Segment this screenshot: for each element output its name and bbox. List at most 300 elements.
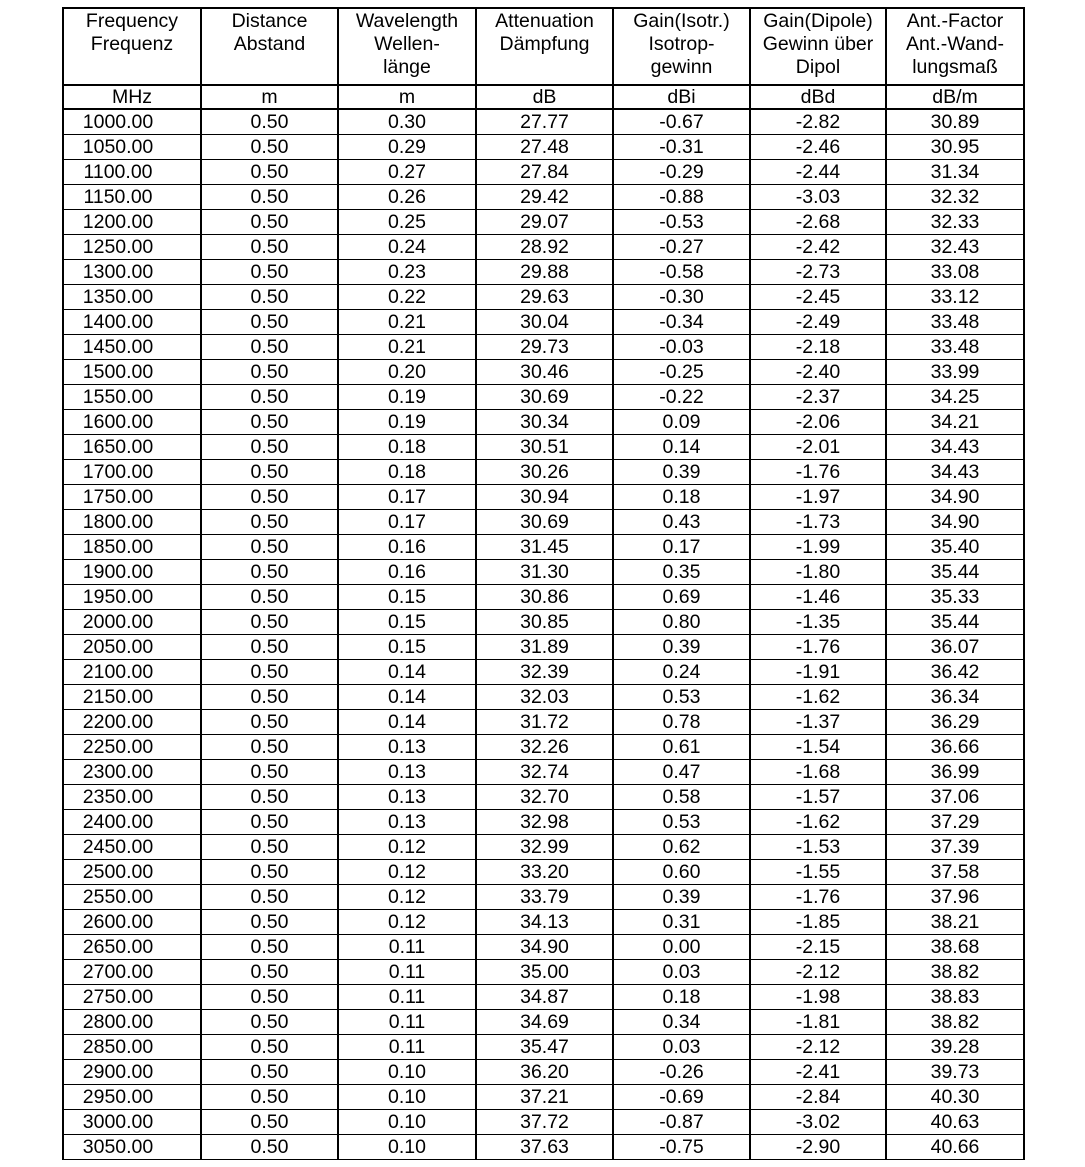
antenna-factor-cell: 33.48 (886, 335, 1024, 360)
header-attenuation: Attenuation (476, 8, 613, 33)
antenna-factor-cell: 36.99 (886, 760, 1024, 785)
wavelength-cell: 0.16 (338, 560, 476, 585)
gain-isotropic-cell: -0.25 (613, 360, 750, 385)
distance-cell: 0.50 (201, 1010, 338, 1035)
gain-isotropic-cell: -0.22 (613, 385, 750, 410)
attenuation-cell: 32.98 (476, 810, 613, 835)
frequency-cell: 2450.00 (63, 835, 201, 860)
attenuation-cell: 37.72 (476, 1110, 613, 1135)
frequency-cell: 1350.00 (63, 285, 201, 310)
antenna-factor-cell: 36.29 (886, 710, 1024, 735)
table-row (63, 285, 1024, 310)
table-row (63, 460, 1024, 485)
table-row (63, 1085, 1024, 1110)
gain-dipole-cell: -1.73 (750, 510, 886, 535)
table-row (63, 210, 1024, 235)
gain-isotropic-cell: 0.69 (613, 585, 750, 610)
antenna-factor-cell: 35.44 (886, 560, 1024, 585)
table-row (63, 860, 1024, 885)
wavelength-cell: 0.26 (338, 185, 476, 210)
antenna-factor-cell: 35.40 (886, 535, 1024, 560)
attenuation-cell: 37.63 (476, 1135, 613, 1160)
table-row (63, 485, 1024, 510)
header-de-line: Dipol (795, 56, 841, 78)
wavelength-cell: 0.11 (338, 960, 476, 985)
gain-dipole-cell: -2.45 (750, 285, 886, 310)
wavelength-cell: 0.12 (338, 910, 476, 935)
table-row (63, 1135, 1024, 1160)
table-row (63, 310, 1024, 335)
table-row (63, 535, 1024, 560)
table-row (63, 710, 1024, 735)
frequency-cell: 2950.00 (63, 1085, 201, 1110)
table-row (63, 135, 1024, 160)
table-body (63, 8, 1024, 1160)
header-de-line: Isotrop- (648, 33, 715, 55)
header-antenna-factor: Ant.-Factor (886, 8, 1024, 33)
attenuation-cell: 35.00 (476, 960, 613, 985)
unit-gain-dipole: dBd (750, 85, 886, 109)
wavelength-cell: 0.15 (338, 635, 476, 660)
frequency-cell: 1050.00 (63, 135, 201, 160)
header-de-abstand (201, 33, 338, 85)
gain-dipole-cell: -1.81 (750, 1010, 886, 1035)
attenuation-cell: 32.26 (476, 735, 613, 760)
gain-isotropic-cell: 0.24 (613, 660, 750, 685)
wavelength-cell: 0.13 (338, 760, 476, 785)
frequency-cell: 2800.00 (63, 1010, 201, 1035)
frequency-cell: 2350.00 (63, 785, 201, 810)
attenuation-cell: 35.47 (476, 1035, 613, 1060)
antenna-factor-cell: 34.90 (886, 485, 1024, 510)
gain-isotropic-cell: 0.09 (613, 410, 750, 435)
distance-cell: 0.50 (201, 260, 338, 285)
header-de-line: Dämpfung (499, 33, 590, 55)
header-de-antennen-wandlungsmass (886, 33, 1024, 85)
gain-dipole-cell: -1.62 (750, 685, 886, 710)
attenuation-cell: 30.04 (476, 310, 613, 335)
distance-cell: 0.50 (201, 810, 338, 835)
frequency-cell: 1950.00 (63, 585, 201, 610)
table-row (63, 885, 1024, 910)
attenuation-cell: 34.69 (476, 1010, 613, 1035)
frequency-cell: 1700.00 (63, 460, 201, 485)
wavelength-cell: 0.19 (338, 385, 476, 410)
gain-isotropic-cell: 0.78 (613, 710, 750, 735)
frequency-cell: 3050.00 (63, 1135, 201, 1160)
wavelength-cell: 0.15 (338, 610, 476, 635)
distance-cell: 0.50 (201, 435, 338, 460)
wavelength-cell: 0.14 (338, 685, 476, 710)
antenna-factor-cell: 32.32 (886, 185, 1024, 210)
antenna-factor-cell: 40.30 (886, 1085, 1024, 1110)
frequency-cell: 2250.00 (63, 735, 201, 760)
wavelength-cell: 0.18 (338, 460, 476, 485)
gain-dipole-cell: -1.53 (750, 835, 886, 860)
table-row (63, 410, 1024, 435)
frequency-cell: 1300.00 (63, 260, 201, 285)
distance-cell: 0.50 (201, 385, 338, 410)
header-de-line: Gewinn über (762, 33, 874, 55)
header-de-gewinn-ueber-dipol (750, 33, 886, 85)
wavelength-cell: 0.23 (338, 260, 476, 285)
header-de-line: gewinn (650, 56, 713, 78)
antenna-factor-cell: 34.90 (886, 510, 1024, 535)
gain-isotropic-cell: 0.62 (613, 835, 750, 860)
gain-isotropic-cell: 0.18 (613, 485, 750, 510)
distance-cell: 0.50 (201, 285, 338, 310)
attenuation-cell: 32.03 (476, 685, 613, 710)
antenna-factor-cell: 30.95 (886, 135, 1024, 160)
distance-cell: 0.50 (201, 1110, 338, 1135)
gain-dipole-cell: -2.01 (750, 435, 886, 460)
antenna-factor-cell: 35.33 (886, 585, 1024, 610)
gain-isotropic-cell: 0.53 (613, 810, 750, 835)
antenna-factor-cell: 37.06 (886, 785, 1024, 810)
wavelength-cell: 0.10 (338, 1135, 476, 1160)
gain-dipole-cell: -2.12 (750, 960, 886, 985)
gain-dipole-cell: -2.40 (750, 360, 886, 385)
distance-cell: 0.50 (201, 985, 338, 1010)
attenuation-cell: 28.92 (476, 235, 613, 260)
frequency-cell: 1800.00 (63, 510, 201, 535)
wavelength-cell: 0.13 (338, 810, 476, 835)
attenuation-cell: 31.45 (476, 535, 613, 560)
gain-dipole-cell: -1.55 (750, 860, 886, 885)
distance-cell: 0.50 (201, 460, 338, 485)
distance-cell: 0.50 (201, 135, 338, 160)
distance-cell: 0.50 (201, 210, 338, 235)
header-distance: Distance (201, 8, 338, 33)
table-row (63, 685, 1024, 710)
antenna-factor-cell: 36.34 (886, 685, 1024, 710)
table-row (63, 385, 1024, 410)
gain-isotropic-cell: -0.88 (613, 185, 750, 210)
attenuation-cell: 30.86 (476, 585, 613, 610)
header-row-english (63, 8, 1024, 33)
gain-isotropic-cell: -0.27 (613, 235, 750, 260)
distance-cell: 0.50 (201, 685, 338, 710)
attenuation-cell: 30.69 (476, 385, 613, 410)
frequency-cell: 1400.00 (63, 310, 201, 335)
antenna-factor-cell: 40.66 (886, 1135, 1024, 1160)
frequency-cell: 2850.00 (63, 1035, 201, 1060)
gain-isotropic-cell: -0.53 (613, 210, 750, 235)
header-row-german (63, 33, 1024, 85)
header-de-daempfung (476, 33, 613, 85)
distance-cell: 0.50 (201, 160, 338, 185)
attenuation-cell: 27.48 (476, 135, 613, 160)
antenna-factor-cell: 30.89 (886, 109, 1024, 135)
gain-dipole-cell: -1.98 (750, 985, 886, 1010)
table-row (63, 735, 1024, 760)
attenuation-cell: 30.46 (476, 360, 613, 385)
header-de-line: Ant.-Wand- (906, 33, 1004, 55)
gain-isotropic-cell: 0.60 (613, 860, 750, 885)
distance-cell: 0.50 (201, 885, 338, 910)
gain-isotropic-cell: -0.69 (613, 1085, 750, 1110)
distance-cell: 0.50 (201, 360, 338, 385)
gain-dipole-cell: -2.82 (750, 109, 886, 135)
wavelength-cell: 0.24 (338, 235, 476, 260)
frequency-cell: 1750.00 (63, 485, 201, 510)
wavelength-cell: 0.15 (338, 585, 476, 610)
attenuation-cell: 29.73 (476, 335, 613, 360)
header-de-isotropgewinn (613, 33, 750, 85)
table-row (63, 185, 1024, 210)
wavelength-cell: 0.10 (338, 1060, 476, 1085)
antenna-factor-cell: 34.43 (886, 435, 1024, 460)
gain-dipole-cell: -1.99 (750, 535, 886, 560)
gain-dipole-cell: -2.90 (750, 1135, 886, 1160)
distance-cell: 0.50 (201, 185, 338, 210)
gain-isotropic-cell: 0.17 (613, 535, 750, 560)
header-frequency: Frequency (63, 8, 201, 33)
frequency-cell: 2300.00 (63, 760, 201, 785)
attenuation-cell: 33.20 (476, 860, 613, 885)
table-row (63, 835, 1024, 860)
attenuation-cell: 30.51 (476, 435, 613, 460)
frequency-cell: 2750.00 (63, 985, 201, 1010)
antenna-factor-cell: 37.96 (886, 885, 1024, 910)
table-row (63, 910, 1024, 935)
distance-cell: 0.50 (201, 960, 338, 985)
gain-isotropic-cell: 0.43 (613, 510, 750, 535)
attenuation-cell: 34.90 (476, 935, 613, 960)
wavelength-cell: 0.11 (338, 985, 476, 1010)
wavelength-cell: 0.12 (338, 860, 476, 885)
header-gain-isotropic: Gain(Isotr.) (613, 8, 750, 33)
frequency-cell: 1900.00 (63, 560, 201, 585)
gain-isotropic-cell: 0.39 (613, 885, 750, 910)
gain-dipole-cell: -2.18 (750, 335, 886, 360)
distance-cell: 0.50 (201, 485, 338, 510)
distance-cell: 0.50 (201, 710, 338, 735)
antenna-factor-cell: 40.63 (886, 1110, 1024, 1135)
wavelength-cell: 0.11 (338, 1010, 476, 1035)
attenuation-cell: 34.13 (476, 910, 613, 935)
frequency-cell: 2900.00 (63, 1060, 201, 1085)
attenuation-cell: 30.34 (476, 410, 613, 435)
table-row (63, 260, 1024, 285)
gain-dipole-cell: -3.02 (750, 1110, 886, 1135)
antenna-factor-cell: 38.82 (886, 1010, 1024, 1035)
gain-dipole-cell: -2.42 (750, 235, 886, 260)
gain-dipole-cell: -1.68 (750, 760, 886, 785)
gain-isotropic-cell: 0.14 (613, 435, 750, 460)
attenuation-cell: 31.72 (476, 710, 613, 735)
distance-cell: 0.50 (201, 585, 338, 610)
gain-isotropic-cell: 0.61 (613, 735, 750, 760)
frequency-cell: 2700.00 (63, 960, 201, 985)
distance-cell: 0.50 (201, 335, 338, 360)
frequency-cell: 2600.00 (63, 910, 201, 935)
antenna-factor-cell: 34.43 (886, 460, 1024, 485)
gain-isotropic-cell: -0.31 (613, 135, 750, 160)
wavelength-cell: 0.29 (338, 135, 476, 160)
wavelength-cell: 0.13 (338, 735, 476, 760)
unit-antenna-factor: dB/m (886, 85, 1024, 109)
header-row-units (63, 85, 1024, 109)
antenna-factor-cell: 34.25 (886, 385, 1024, 410)
gain-isotropic-cell: 0.00 (613, 935, 750, 960)
distance-cell: 0.50 (201, 1035, 338, 1060)
antenna-factor-cell: 38.68 (886, 935, 1024, 960)
frequency-cell: 1000.00 (63, 109, 201, 135)
gain-isotropic-cell: -0.03 (613, 335, 750, 360)
gain-dipole-cell: -1.57 (750, 785, 886, 810)
gain-dipole-cell: -1.76 (750, 885, 886, 910)
gain-dipole-cell: -2.15 (750, 935, 886, 960)
gain-isotropic-cell: -0.34 (613, 310, 750, 335)
gain-isotropic-cell: -0.75 (613, 1135, 750, 1160)
wavelength-cell: 0.12 (338, 835, 476, 860)
frequency-cell: 2000.00 (63, 610, 201, 635)
attenuation-cell: 37.21 (476, 1085, 613, 1110)
antenna-factor-cell: 34.21 (886, 410, 1024, 435)
gain-dipole-cell: -1.62 (750, 810, 886, 835)
antenna-factor-cell: 38.83 (886, 985, 1024, 1010)
attenuation-cell: 27.77 (476, 109, 613, 135)
wavelength-cell: 0.11 (338, 1035, 476, 1060)
gain-dipole-cell: -2.44 (750, 160, 886, 185)
frequency-cell: 2500.00 (63, 860, 201, 885)
unit-frequency: MHz (63, 85, 201, 109)
gain-dipole-cell: -1.76 (750, 635, 886, 660)
gain-isotropic-cell: 0.39 (613, 635, 750, 660)
wavelength-cell: 0.30 (338, 109, 476, 135)
gain-dipole-cell: -1.91 (750, 660, 886, 685)
table-row (63, 435, 1024, 460)
gain-isotropic-cell: 0.53 (613, 685, 750, 710)
gain-dipole-cell: -2.49 (750, 310, 886, 335)
distance-cell: 0.50 (201, 235, 338, 260)
distance-cell: 0.50 (201, 1060, 338, 1085)
gain-isotropic-cell: -0.30 (613, 285, 750, 310)
distance-cell: 0.50 (201, 785, 338, 810)
frequency-cell: 1100.00 (63, 160, 201, 185)
wavelength-cell: 0.22 (338, 285, 476, 310)
wavelength-cell: 0.19 (338, 410, 476, 435)
distance-cell: 0.50 (201, 760, 338, 785)
gain-isotropic-cell: 0.80 (613, 610, 750, 635)
table-row (63, 335, 1024, 360)
distance-cell: 0.50 (201, 660, 338, 685)
attenuation-cell: 32.70 (476, 785, 613, 810)
distance-cell: 0.50 (201, 310, 338, 335)
wavelength-cell: 0.14 (338, 710, 476, 735)
table-row (63, 1110, 1024, 1135)
gain-dipole-cell: -1.46 (750, 585, 886, 610)
frequency-cell: 1450.00 (63, 335, 201, 360)
table-row (63, 109, 1024, 135)
table-row (63, 585, 1024, 610)
header-de-line: lungsmaß (912, 56, 998, 78)
gain-isotropic-cell: 0.47 (613, 760, 750, 785)
header-de-line: Wellen- (374, 33, 440, 55)
unit-wavelength: m (338, 85, 476, 109)
attenuation-cell: 29.07 (476, 210, 613, 235)
table-row (63, 1035, 1024, 1060)
table-row (63, 960, 1024, 985)
frequency-cell: 1650.00 (63, 435, 201, 460)
distance-cell: 0.50 (201, 735, 338, 760)
table-row (63, 635, 1024, 660)
distance-cell: 0.50 (201, 935, 338, 960)
gain-dipole-cell: -2.06 (750, 410, 886, 435)
wavelength-cell: 0.21 (338, 310, 476, 335)
header-de-line: länge (383, 56, 431, 78)
distance-cell: 0.50 (201, 109, 338, 135)
attenuation-cell: 29.63 (476, 285, 613, 310)
table-row (63, 1060, 1024, 1085)
frequency-cell: 1850.00 (63, 535, 201, 560)
attenuation-cell: 32.74 (476, 760, 613, 785)
table-row (63, 510, 1024, 535)
gain-dipole-cell: -2.41 (750, 1060, 886, 1085)
frequency-cell: 1250.00 (63, 235, 201, 260)
distance-cell: 0.50 (201, 1085, 338, 1110)
antenna-factor-cell: 31.34 (886, 160, 1024, 185)
antenna-factor-cell: 33.12 (886, 285, 1024, 310)
wavelength-cell: 0.17 (338, 485, 476, 510)
antenna-calibration-table (62, 7, 1025, 1160)
attenuation-cell: 30.94 (476, 485, 613, 510)
attenuation-cell: 30.69 (476, 510, 613, 535)
antenna-factor-cell: 38.82 (886, 960, 1024, 985)
frequency-cell: 2150.00 (63, 685, 201, 710)
gain-dipole-cell: -3.03 (750, 185, 886, 210)
frequency-cell: 1500.00 (63, 360, 201, 385)
antenna-factor-cell: 36.07 (886, 635, 1024, 660)
wavelength-cell: 0.21 (338, 335, 476, 360)
header-gain-dipole: Gain(Dipole) (750, 8, 886, 33)
antenna-factor-cell: 33.08 (886, 260, 1024, 285)
gain-isotropic-cell: 0.31 (613, 910, 750, 935)
antenna-factor-cell: 37.29 (886, 810, 1024, 835)
frequency-cell: 1550.00 (63, 385, 201, 410)
antenna-factor-cell: 32.33 (886, 210, 1024, 235)
gain-isotropic-cell: -0.87 (613, 1110, 750, 1135)
antenna-factor-cell: 35.44 (886, 610, 1024, 635)
wavelength-cell: 0.18 (338, 435, 476, 460)
wavelength-cell: 0.25 (338, 210, 476, 235)
unit-distance: m (201, 85, 338, 109)
wavelength-cell: 0.10 (338, 1110, 476, 1135)
gain-isotropic-cell: -0.26 (613, 1060, 750, 1085)
antenna-factor-cell: 39.28 (886, 1035, 1024, 1060)
distance-cell: 0.50 (201, 560, 338, 585)
wavelength-cell: 0.27 (338, 160, 476, 185)
table-row (63, 610, 1024, 635)
frequency-cell: 2550.00 (63, 885, 201, 910)
attenuation-cell: 29.88 (476, 260, 613, 285)
antenna-factor-cell: 33.99 (886, 360, 1024, 385)
attenuation-cell: 33.79 (476, 885, 613, 910)
distance-cell: 0.50 (201, 1135, 338, 1160)
distance-cell: 0.50 (201, 610, 338, 635)
distance-cell: 0.50 (201, 635, 338, 660)
antenna-factor-cell: 36.42 (886, 660, 1024, 685)
frequency-cell: 1150.00 (63, 185, 201, 210)
gain-isotropic-cell: -0.67 (613, 109, 750, 135)
gain-dipole-cell: -1.37 (750, 710, 886, 735)
attenuation-cell: 31.89 (476, 635, 613, 660)
header-de-wellenlaenge (338, 33, 476, 85)
unit-attenuation: dB (476, 85, 613, 109)
header-de-line: Abstand (233, 33, 306, 55)
frequency-cell: 2200.00 (63, 710, 201, 735)
